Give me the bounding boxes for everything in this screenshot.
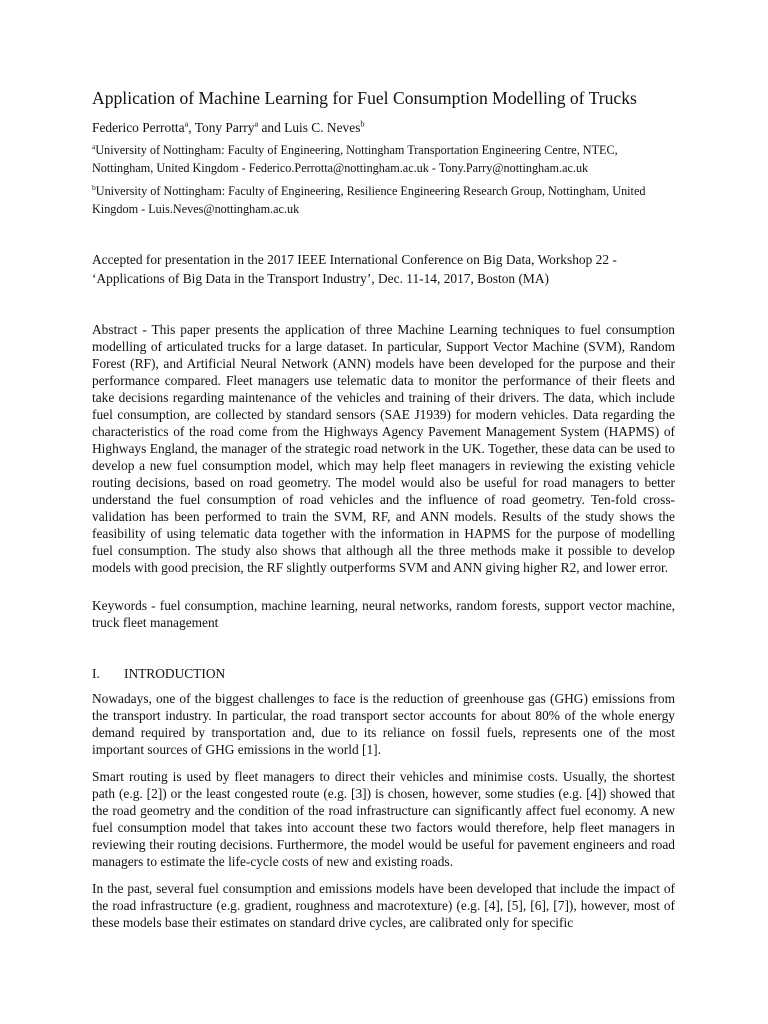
body-paragraph: In the past, several fuel consumption and emissions models have been developed that include the impact of the road infrastructure (e.g. gradient, roughness and macrotexture) (e.g. [4], [5], [6], [7]), however, most of these models base their estimates on standard drive cycles, are calibrated only for specific	[92, 881, 675, 930]
author-list	[92, 119, 675, 137]
paper-title: Application of Machine Learning for Fuel Consumption Modelling of Trucks	[92, 88, 637, 108]
affiliation	[92, 183, 675, 218]
affiliation-mark: b	[360, 119, 365, 129]
affiliation-text: University of Nottingham: Faculty of Engineering, Nottingham Transportation Engineering Centre, NTEC, Nottingham, United Kingdom - Federico.Perrotta@nottingham.ac.uk - Tony.Parry@nottingham.ac.uk	[92, 143, 618, 175]
affiliation-text: University of Nottingham: Faculty of Engineering, Resilience Engineering Research Group, Nottingham, United Kingdom - Luis.Neves@nottingham.ac.uk	[92, 184, 646, 216]
section-title: INTRODUCTION	[124, 666, 226, 681]
body-paragraph: Smart routing is used by fleet managers to direct their vehicles and minimise costs. Usually, the shortest path (e.g. [2]) or the least congested route (e.g. [3]) is chosen, however, some studies (e.g. [4]) showed that the road geometry and the condition of the road infrastructure can significantly affect fuel economy. A new fuel consumption model that takes into account these two factors would therefore, help fleet managers in reviewing their routing decisions. Furthermore, the model would be useful for pavement engineers and road managers to estimate the life-cycle costs of new and existing roads.	[92, 769, 675, 869]
acceptance-note: Accepted for presentation in the 2017 IEEE International Conference on Big Data, Workshop 22 - ‘Applications of Big Data in the Transport Industry’, Dec. 11-14, 2017, Boston (MA)	[92, 252, 617, 286]
keywords: Keywords - fuel consumption, machine learning, neural networks, random forests, support vector machine, truck fleet management	[92, 598, 675, 630]
author-separator: and	[258, 120, 285, 135]
section-heading	[92, 665, 675, 683]
author-name: Federico Perrotta	[92, 120, 185, 135]
author-separator: ,	[188, 120, 195, 135]
affiliation-mark: a	[92, 141, 96, 151]
affiliation-mark: a	[184, 119, 189, 129]
author-name: Luis C. Neves	[284, 120, 361, 135]
body-paragraph: Nowadays, one of the biggest challenges to face is the reduction of greenhouse gas (GHG) emissions from the transport industry. In particular, the road transport sector accounts for about 80% of the whole energy demand required by transportation and, due to its reliance on fossil fuels, represents one of the most important sources of GHG emissions in the world [1].	[92, 691, 675, 757]
affiliation	[92, 142, 675, 177]
section-number: I.	[92, 666, 100, 681]
author-name: Tony Parry	[194, 120, 255, 135]
affiliation-mark: b	[92, 182, 96, 192]
affiliation-mark: a	[254, 119, 259, 129]
abstract: Abstract - This paper presents the application of three Machine Learning techniques to fuel consumption modelling of articulated trucks for a large dataset. In particular, Support Vector Machine (SVM), Random Forest (RF), and Artificial Neural Network (ANN) models have been developed for the purpose and their performance compared. Fleet managers use telematic data to monitor the performance of their fleets and take decisions regarding maintenance of the vehicles and training of their drivers. The data, which include fuel consumption, are collected by standard sensors (SAE J1939) for modern vehicles. Data regarding the characteristics of the road come from the Highways Agency Pavement Management System (HAPMS) of Highways England, the manager of the strategic road network in the UK. Together, these data can be used to develop a new fuel consumption model, which may help fleet managers in reviewing the existing vehicle routing decisions, based on road geometry. The model would also be useful for road managers to better understand the fuel consumption of road vehicles and the influence of road geometry. Ten-fold cross-validation has been performed to train the SVM, RF, and ANN models. Results of the study shows the feasibility of using telematic data together with the information in HAPMS for the purpose of modelling fuel consumption. The study also shows that although all the three methods make it possible to develop models with good precision, the RF slightly outperforms SVM and ANN giving higher R2, and lower error.	[92, 322, 675, 575]
